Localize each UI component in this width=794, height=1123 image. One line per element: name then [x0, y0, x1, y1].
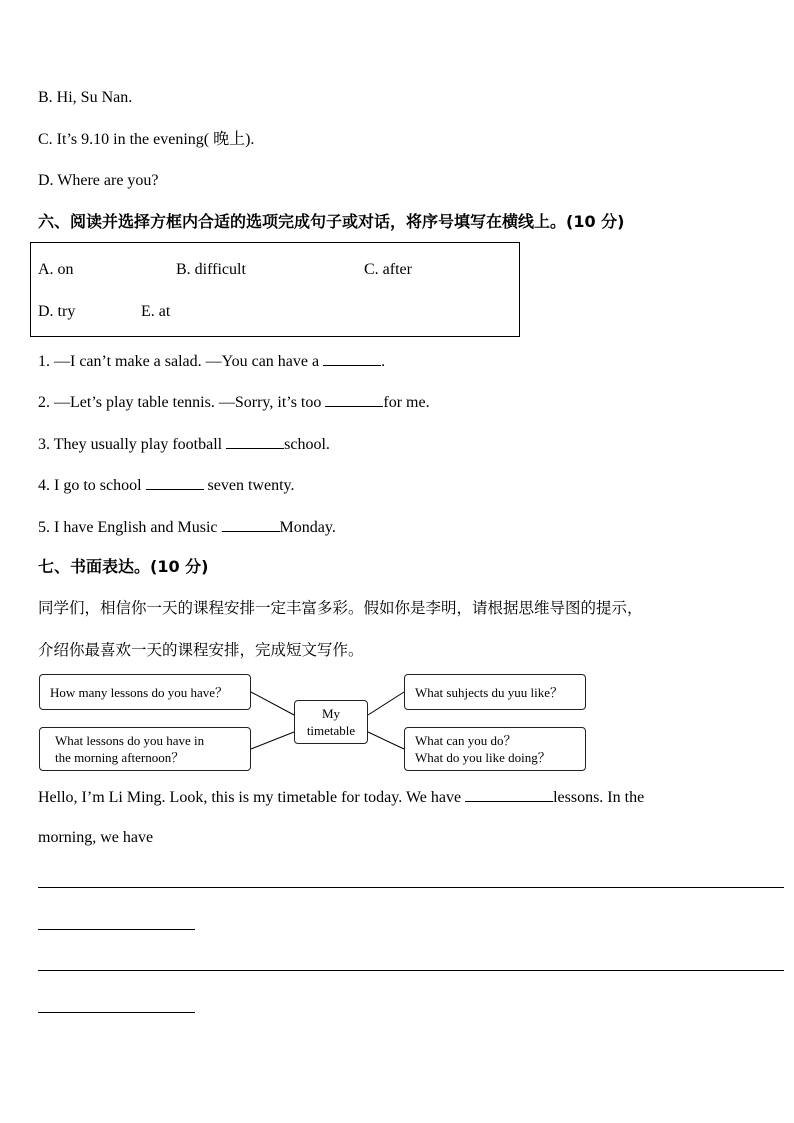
box-option-b: B. difficult: [176, 261, 246, 278]
box-option-c: C. after: [364, 261, 412, 278]
box-option-e: E. at: [141, 303, 171, 320]
section6-heading: 六、阅读并选择方框内合适的选项完成句子或对话，将序号填写在横线上。(10 分): [38, 212, 625, 231]
option-d: D. Where are you?: [38, 172, 159, 189]
essay-line-1: Hello, I’m Li Ming. Look, this is my timetable for today. We have lessons. In the: [38, 786, 644, 808]
writing-line-2[interactable]: [38, 929, 195, 930]
mindmap-left-top: How many lessons do you have？: [39, 674, 251, 710]
writing-line-3[interactable]: [38, 970, 784, 971]
mindmap-left-bottom: What lessons do you have in the morning afternoon？: [39, 727, 251, 771]
section7-heading: 七、书面表达。(10 分): [38, 557, 209, 576]
question-2: 2. —Let’s play table tennis. —Sorry, it’s too for me.: [38, 391, 430, 413]
section7-intro-2: 介绍你最喜欢一天的课程安排，完成短文写作。: [38, 641, 364, 659]
box-option-a: A. on: [38, 261, 74, 278]
question-5: 5. I have English and Music Monday.: [38, 516, 336, 538]
mindmap-right-bottom: What can you do？ What do you like doing？: [404, 727, 586, 771]
mindmap-center: My timetable: [294, 700, 368, 744]
writing-line-1[interactable]: [38, 887, 784, 888]
question-1: 1. —I can’t make a salad. —You can have a .: [38, 350, 385, 372]
section7-intro-1: 同学们，相信你一天的课程安排一定丰富多彩。假如你是李明，请根据思维导图的提示，: [38, 599, 643, 617]
box-option-d: D. try: [38, 303, 76, 320]
option-c: C. It’s 9.10 in the evening( 晚上).: [38, 131, 255, 148]
essay-line-2: morning, we have: [38, 829, 154, 846]
lessons-count-blank[interactable]: [465, 786, 553, 802]
question-3: 3. They usually play football school.: [38, 433, 330, 455]
question-4: 4. I go to school seven twenty.: [38, 474, 294, 496]
mindmap-right-top: What suhjects du yuu like？: [404, 674, 586, 710]
writing-line-4[interactable]: [38, 1012, 195, 1013]
option-b: B. Hi, Su Nan.: [38, 89, 133, 106]
